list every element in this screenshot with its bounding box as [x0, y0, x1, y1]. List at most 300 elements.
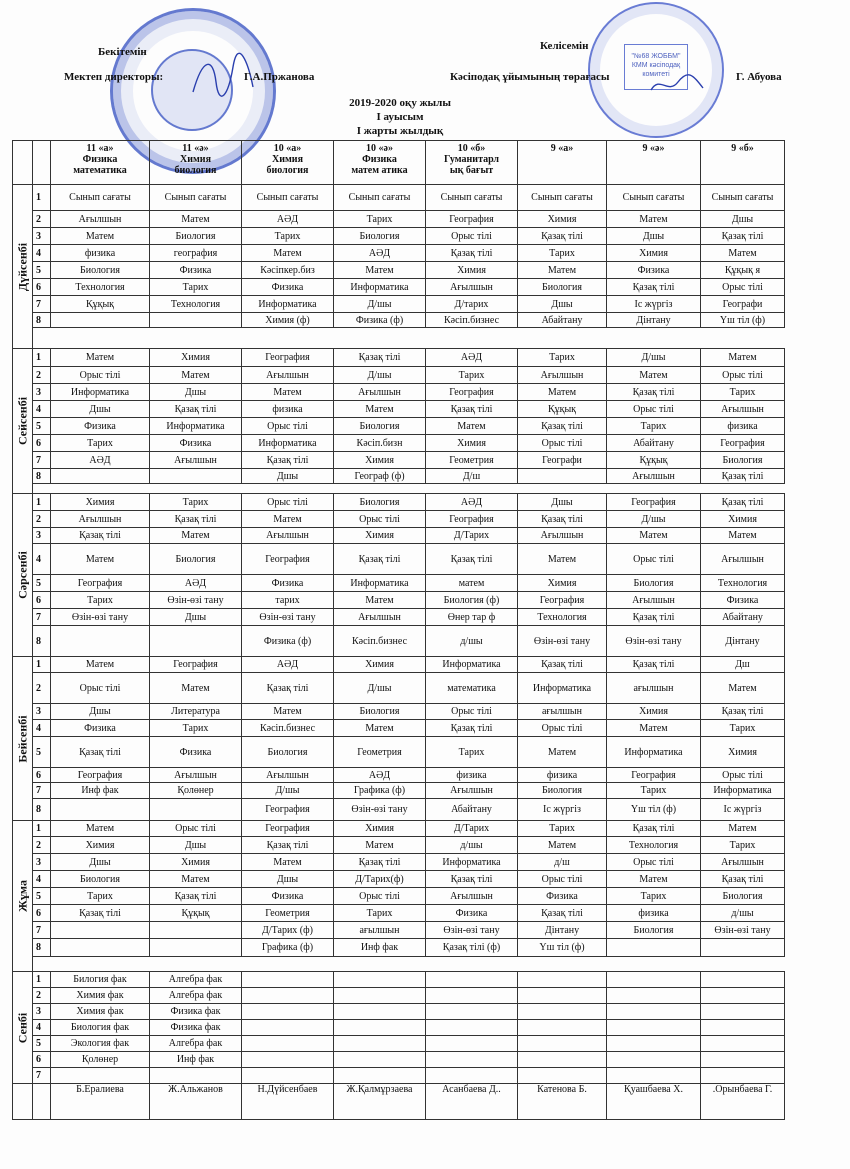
lesson-cell: Технология [51, 279, 150, 296]
lesson-cell: Абайтану [701, 609, 785, 626]
lesson-number: 8 [33, 469, 51, 484]
lesson-cell: Абайтану [426, 799, 518, 821]
day-name: Бейсенбі [15, 714, 29, 763]
table-row [13, 211, 785, 228]
lesson-cell: Д/ш [426, 469, 518, 484]
lesson-cell [518, 972, 607, 988]
lesson-cell: Қазақ тілі (ф) [426, 939, 518, 957]
lesson-cell: Химия [701, 511, 785, 528]
lesson-cell: Д/шы [334, 673, 426, 704]
lesson-cell: Биология [150, 228, 242, 245]
table-row [13, 737, 785, 768]
lesson-cell: Д/шы [242, 783, 334, 799]
union-label: Кәсіподақ ұйымының төрағасы [450, 71, 610, 83]
lesson-cell [607, 1004, 701, 1020]
lesson-cell: Дінтану [607, 313, 701, 328]
lesson-cell [150, 922, 242, 939]
lesson-cell [607, 1020, 701, 1036]
lesson-number: 7 [33, 609, 51, 626]
lesson-cell: Матем [150, 528, 242, 544]
class-header-line: Физика [82, 154, 118, 165]
header-row [13, 141, 785, 185]
lesson-cell: Өзін-өзі тану [51, 609, 150, 626]
lesson-number: 6 [33, 1052, 51, 1068]
lesson-cell: Қазақ тілі [607, 609, 701, 626]
lesson-cell: Қазақ тілі [334, 544, 426, 575]
lesson-cell: Қазақ тілі [242, 673, 334, 704]
table-row [13, 1004, 785, 1020]
table-row [13, 871, 785, 888]
lesson-cell: Физика [150, 262, 242, 279]
lesson-cell: АӘД [334, 245, 426, 262]
lesson-cell: Инф фак [150, 1052, 242, 1068]
lesson-cell: АӘД [334, 768, 426, 783]
lesson-cell: Матем [334, 401, 426, 418]
lesson-number: 1 [33, 494, 51, 511]
class-header [701, 141, 785, 185]
agree-label: Келісемін [540, 40, 589, 52]
lesson-cell: Биология [607, 575, 701, 592]
lesson-cell: Биология [51, 871, 150, 888]
table-row [13, 799, 785, 821]
lesson-cell: Матем [150, 211, 242, 228]
lesson-cell: Д/Тарих(ф) [334, 871, 426, 888]
lesson-cell [518, 469, 607, 484]
lesson-cell: География [242, 349, 334, 367]
lesson-cell [150, 469, 242, 484]
table-row [13, 1052, 785, 1068]
lesson-number: 6 [33, 279, 51, 296]
lesson-cell [701, 1036, 785, 1052]
lesson-number: 5 [33, 575, 51, 592]
lesson-cell: д/ш [518, 854, 607, 871]
lesson-cell: Д/Тарих [426, 821, 518, 837]
lesson-cell [426, 1004, 518, 1020]
lesson-cell [242, 1068, 334, 1084]
lesson-cell: Матем [51, 349, 150, 367]
lesson-cell: Дшы [51, 854, 150, 871]
lesson-cell: Физика (ф) [334, 313, 426, 328]
day-cell [13, 657, 33, 821]
lesson-cell: Биология [334, 704, 426, 720]
lesson-cell: Матем [150, 367, 242, 384]
teacher-name: Асанбаева Д.. [426, 1084, 518, 1120]
lesson-cell: Графика (ф) [242, 939, 334, 957]
lesson-cell [334, 1052, 426, 1068]
lesson-number: 4 [33, 544, 51, 575]
lesson-cell: матем [426, 575, 518, 592]
lesson-cell: Құқық [607, 452, 701, 469]
day-separator [13, 328, 785, 349]
lesson-cell: Физика [242, 575, 334, 592]
day-cell [13, 494, 33, 657]
lesson-cell [426, 988, 518, 1004]
lesson-cell: АӘД [242, 211, 334, 228]
lesson-cell: АӘД [426, 349, 518, 367]
lesson-cell: Технология [701, 575, 785, 592]
lesson-cell: Матем [607, 871, 701, 888]
class-header-line: 10 «ә» [366, 143, 393, 154]
table-row [13, 988, 785, 1004]
lesson-cell: Тарих [426, 737, 518, 768]
lesson-cell: Матем [334, 262, 426, 279]
lesson-number: 2 [33, 837, 51, 854]
lesson-number: 3 [33, 854, 51, 871]
lesson-cell: Тарих [518, 821, 607, 837]
lesson-cell: Инф фак [334, 939, 426, 957]
lesson-cell: Өзін-өзі тану [242, 609, 334, 626]
lesson-cell [701, 1004, 785, 1020]
lesson-cell: Химия [334, 528, 426, 544]
lesson-cell [426, 1036, 518, 1052]
lesson-cell: Іс жүргіз [518, 799, 607, 821]
class-header-line: Химия [180, 154, 211, 165]
lesson-number: 4 [33, 1020, 51, 1036]
lesson-cell: Сынып сағаты [701, 185, 785, 211]
table-row [13, 592, 785, 609]
lesson-cell: Қазақ тілі [518, 657, 607, 673]
union-seal-text: "№68 ЖОББМ" КММ кәсіподақ комитеті [631, 53, 681, 78]
lesson-cell: Қазақ тілі [701, 704, 785, 720]
lesson-number: 4 [33, 720, 51, 737]
lesson-cell: Биология [334, 228, 426, 245]
lesson-cell: Орыс тілі [242, 418, 334, 435]
lesson-cell: Физика фак [150, 1020, 242, 1036]
lesson-cell: Ағылшын [51, 511, 150, 528]
lesson-cell [242, 1052, 334, 1068]
lesson-cell: Биология фак [51, 1020, 150, 1036]
lesson-number: 8 [33, 799, 51, 821]
lesson-cell: Дш [701, 657, 785, 673]
lesson-cell: География [426, 384, 518, 401]
lesson-number: 1 [33, 972, 51, 988]
lesson-number: 8 [33, 626, 51, 657]
lesson-cell: Орыс тілі [607, 544, 701, 575]
lesson-cell: География [242, 821, 334, 837]
lesson-number: 7 [33, 783, 51, 799]
lesson-cell [607, 1036, 701, 1052]
lesson-cell: Дшы [518, 494, 607, 511]
lesson-cell: География [701, 435, 785, 452]
lesson-cell: Билогия фак [51, 972, 150, 988]
lesson-cell [701, 988, 785, 1004]
class-header [150, 141, 242, 185]
lesson-cell: Химия [607, 704, 701, 720]
lesson-cell: Географи [701, 296, 785, 313]
table-row [13, 401, 785, 418]
lesson-cell: Ағылшын [150, 768, 242, 783]
table-row [13, 435, 785, 452]
lesson-cell: физика [607, 905, 701, 922]
lesson-cell: Информатика [150, 418, 242, 435]
lesson-cell: География [607, 768, 701, 783]
class-header-line: 9 «а» [550, 143, 574, 154]
lesson-cell: Матем [701, 349, 785, 367]
lesson-number: 5 [33, 262, 51, 279]
class-header-line: биология [174, 165, 217, 176]
class-header-line: матем атика [351, 165, 408, 176]
lesson-cell: Кәсіпкер.биз [242, 262, 334, 279]
lesson-cell: Химия [51, 494, 150, 511]
lesson-cell: Орыс тілі [334, 888, 426, 905]
lesson-cell [701, 972, 785, 988]
lesson-cell: Информатика [607, 737, 701, 768]
lesson-cell: Қазақ тілі [701, 494, 785, 511]
lesson-cell: Қолөнер [51, 1052, 150, 1068]
lesson-cell: Алгебра фак [150, 1036, 242, 1052]
lesson-cell: Матем [51, 228, 150, 245]
lesson-cell: Іс жүргіз [701, 799, 785, 821]
lesson-cell: Тарих [607, 783, 701, 799]
table-row [13, 262, 785, 279]
lesson-cell: Дшы [150, 609, 242, 626]
lesson-cell: Іс жүргіз [607, 296, 701, 313]
lesson-cell: ағылшын [334, 922, 426, 939]
lesson-cell: Тарих [701, 720, 785, 737]
table-row [13, 922, 785, 939]
lesson-cell: Химия [334, 657, 426, 673]
lesson-cell: Үш тіл (ф) [518, 939, 607, 957]
class-header-line: математика [73, 165, 127, 176]
lesson-cell: Матем [607, 720, 701, 737]
lesson-cell: Матем [150, 871, 242, 888]
lesson-cell: Матем [701, 821, 785, 837]
lesson-cell: тарих [242, 592, 334, 609]
table-row [13, 704, 785, 720]
table-row [13, 888, 785, 905]
table-row [13, 972, 785, 988]
lesson-number: 7 [33, 452, 51, 469]
lesson-cell: Биология [701, 888, 785, 905]
lesson-cell: Д/шы [607, 511, 701, 528]
lesson-cell: Геометрия [426, 452, 518, 469]
lesson-cell: Құқық я [701, 262, 785, 279]
lesson-cell: Өзін-өзі тану [426, 922, 518, 939]
table-row [13, 626, 785, 657]
lesson-cell: Матем [426, 418, 518, 435]
teacher-name: Б.Ералиева [51, 1084, 150, 1120]
class-header-line: Химия [272, 154, 303, 165]
day-name: Жұма [15, 880, 29, 912]
lesson-cell: Кәсіп.бизнес [242, 720, 334, 737]
lesson-number: 2 [33, 673, 51, 704]
lesson-cell [51, 939, 150, 957]
lesson-number: 1 [33, 185, 51, 211]
class-header-line: ық бағыт [449, 165, 494, 176]
lesson-cell: Ағылшын [150, 452, 242, 469]
lesson-cell: Биология [150, 544, 242, 575]
lesson-cell: Физика (ф) [242, 626, 334, 657]
lesson-cell: Химия фак [51, 1004, 150, 1020]
lesson-cell: Дшы [150, 837, 242, 854]
table-row [13, 783, 785, 799]
lesson-cell: Сынып сағаты [51, 185, 150, 211]
lesson-cell: д/шы [701, 905, 785, 922]
lesson-cell [150, 799, 242, 821]
lesson-cell [701, 939, 785, 957]
lesson-cell: Биология [701, 452, 785, 469]
lesson-cell [150, 1068, 242, 1084]
lesson-cell: д/шы [426, 837, 518, 854]
table-row [13, 511, 785, 528]
teacher-name: Н.Дүйсенбаев [242, 1084, 334, 1120]
lesson-cell: Матем [334, 720, 426, 737]
lesson-cell: Биология [334, 494, 426, 511]
lesson-cell: Информатика [334, 279, 426, 296]
lesson-number: 7 [33, 296, 51, 313]
lesson-cell: Дінтану [518, 922, 607, 939]
lesson-cell: Алгебра фак [150, 988, 242, 1004]
table-row [13, 494, 785, 511]
lesson-number: 6 [33, 905, 51, 922]
lesson-cell: Кәсіп.бизн [334, 435, 426, 452]
lesson-cell [334, 988, 426, 1004]
lesson-cell [51, 469, 150, 484]
teacher-name: Ж.Альжанов [150, 1084, 242, 1120]
lesson-cell: Қазақ тілі [51, 528, 150, 544]
lesson-cell: Матем [242, 511, 334, 528]
lesson-cell: Қазақ тілі [242, 837, 334, 854]
lesson-cell: Кәсіп.бизнес [334, 626, 426, 657]
lesson-cell: Орыс тілі [51, 673, 150, 704]
lesson-cell: Физика [150, 435, 242, 452]
lesson-cell: Қазақ тілі [334, 349, 426, 367]
lesson-cell: Физика [701, 592, 785, 609]
lesson-number: 2 [33, 988, 51, 1004]
day-cell [13, 821, 33, 972]
table-row [13, 228, 785, 245]
lesson-cell: География [607, 494, 701, 511]
lesson-cell: Тарих [150, 720, 242, 737]
table-row [13, 1068, 785, 1084]
lesson-cell: Физика [242, 888, 334, 905]
lesson-cell: Матем [518, 262, 607, 279]
director-label: Мектеп директоры: [64, 71, 164, 83]
teacher-name: Ж.Қалмұрзаева [334, 1084, 426, 1120]
lesson-cell: Қазақ тілі [607, 384, 701, 401]
lesson-cell [518, 1036, 607, 1052]
lesson-cell: Орыс тілі [701, 768, 785, 783]
lesson-cell: ағылшын [518, 704, 607, 720]
class-header [426, 141, 518, 185]
table-row [13, 673, 785, 704]
lesson-cell [51, 313, 150, 328]
lesson-cell: Матем [607, 367, 701, 384]
lesson-cell [607, 939, 701, 957]
lesson-cell: Қазақ тілі [426, 544, 518, 575]
lesson-cell [150, 626, 242, 657]
lesson-cell: Физика [518, 888, 607, 905]
lesson-cell [607, 1068, 701, 1084]
lesson-cell: Тарих [242, 228, 334, 245]
lesson-cell: Ағылшын [242, 768, 334, 783]
lesson-cell: Қазақ тілі [51, 737, 150, 768]
lesson-cell: География [150, 657, 242, 673]
lesson-cell [607, 1052, 701, 1068]
lesson-cell: Орыс тілі [518, 435, 607, 452]
lesson-cell: Информатика [426, 854, 518, 871]
lesson-cell: География [518, 592, 607, 609]
lesson-cell: физика [242, 401, 334, 418]
lesson-cell: Тарих [51, 592, 150, 609]
lesson-cell: Өзін-өзі тану [150, 592, 242, 609]
lesson-cell [334, 972, 426, 988]
class-header-line: биология [266, 165, 309, 176]
lesson-cell: Орыс тілі [334, 511, 426, 528]
lesson-number: 5 [33, 418, 51, 435]
lesson-cell [334, 1068, 426, 1084]
lesson-cell: Тарих [518, 349, 607, 367]
lesson-cell: Химия (ф) [242, 313, 334, 328]
lesson-cell: Ағылшын [334, 384, 426, 401]
lesson-cell: д/шы [426, 626, 518, 657]
lesson-cell: Тарих [150, 279, 242, 296]
lesson-cell: Сынып сағаты [607, 185, 701, 211]
table-row [13, 939, 785, 957]
lesson-number: 4 [33, 871, 51, 888]
lesson-cell: Қазақ тілі [607, 279, 701, 296]
table-row [13, 854, 785, 871]
lesson-cell: Қазақ тілі [701, 228, 785, 245]
lesson-cell [150, 939, 242, 957]
lesson-cell [607, 988, 701, 1004]
lesson-cell: Химия фак [51, 988, 150, 1004]
class-header-line: 11 «ә» [182, 143, 209, 154]
lesson-cell: Химия [607, 245, 701, 262]
lesson-cell [518, 1052, 607, 1068]
half-year: І жарты жылдық [356, 125, 444, 137]
lesson-cell [242, 988, 334, 1004]
lesson-cell: География [51, 768, 150, 783]
lesson-number: 4 [33, 401, 51, 418]
day-cell [13, 185, 33, 349]
lesson-number: 3 [33, 704, 51, 720]
lesson-cell: Дшы [701, 211, 785, 228]
class-header-line: Гуманитарл [443, 154, 500, 165]
lesson-number: 7 [33, 1068, 51, 1084]
lesson-cell: АӘД [51, 452, 150, 469]
lesson-cell: География [51, 575, 150, 592]
lesson-cell: Биология [51, 262, 150, 279]
lesson-cell [242, 1020, 334, 1036]
lesson-cell: Орыс тілі [242, 494, 334, 511]
lesson-cell: география [150, 245, 242, 262]
lesson-cell: Тарих [51, 888, 150, 905]
lesson-cell: Орыс тілі [518, 871, 607, 888]
lesson-cell: Химия [426, 262, 518, 279]
table-row [13, 245, 785, 262]
lesson-cell: География [426, 211, 518, 228]
lesson-cell: Д/шы [334, 296, 426, 313]
table-row [13, 575, 785, 592]
lesson-number: 3 [33, 528, 51, 544]
lesson-cell: Инф фак [51, 783, 150, 799]
lesson-number: 1 [33, 349, 51, 367]
lesson-cell: Ағылшын [51, 211, 150, 228]
lesson-cell: Тарих [701, 384, 785, 401]
lesson-cell: Матем [701, 245, 785, 262]
lesson-cell: Химия [51, 837, 150, 854]
lesson-cell: математика [426, 673, 518, 704]
lesson-cell [242, 972, 334, 988]
lesson-cell: Географи [518, 452, 607, 469]
lesson-number: 7 [33, 922, 51, 939]
lesson-cell: Биология [607, 922, 701, 939]
lesson-cell: Геометрия [242, 905, 334, 922]
lesson-cell: Дшы [607, 228, 701, 245]
lesson-cell: Дшы [150, 384, 242, 401]
lesson-cell: География [426, 511, 518, 528]
